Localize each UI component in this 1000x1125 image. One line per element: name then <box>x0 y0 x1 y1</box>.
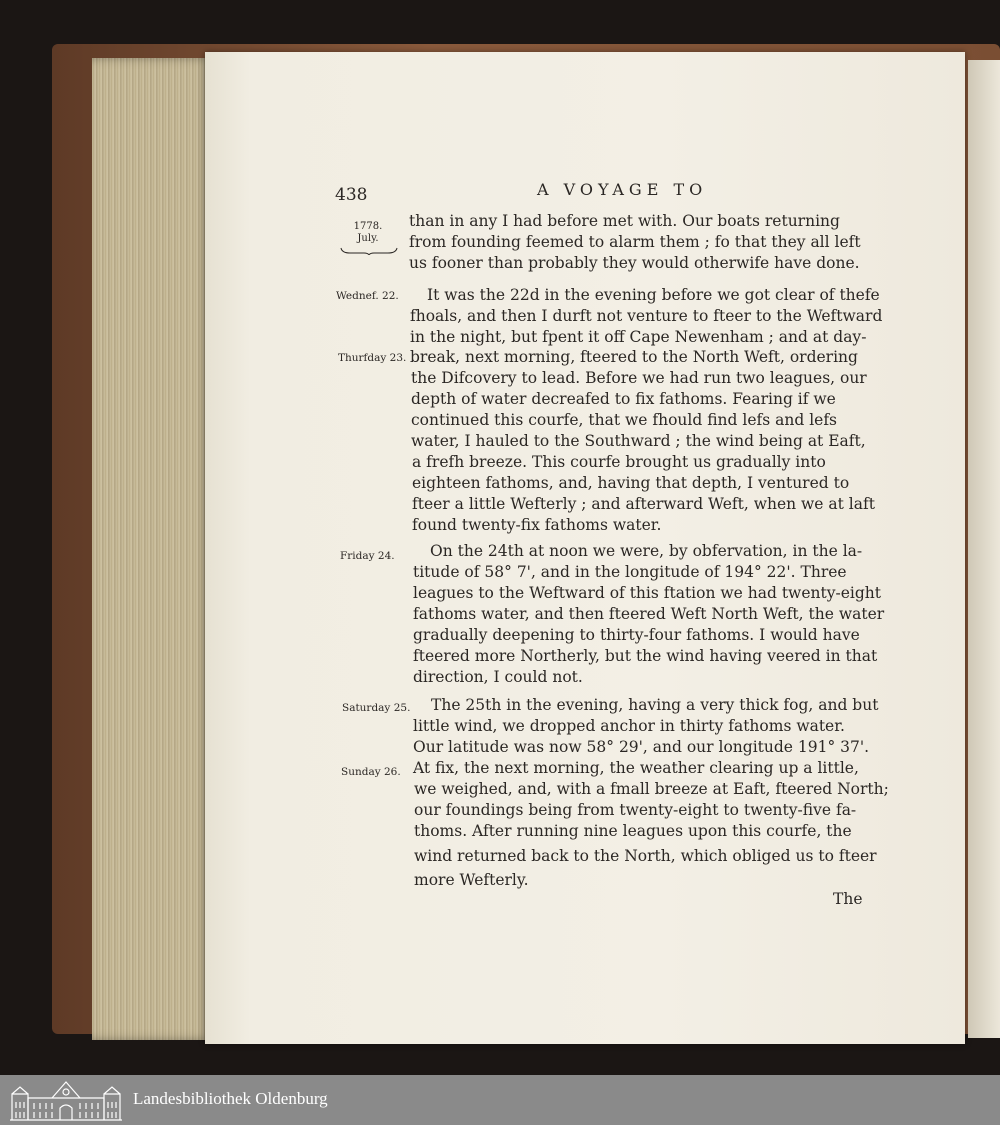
text-line: gradually deepening to thirty-four fathoms. I would have <box>413 626 860 644</box>
brace-icon <box>340 247 398 255</box>
margin-note: Wednef. 22. <box>336 290 399 302</box>
text-line: us fooner than probably they would otherwife have done. <box>409 254 860 272</box>
text-line: fteer a little Wefterly ; and afterward Weft, when we at laft <box>412 495 875 513</box>
text-line: break, next morning, fteered to the North Weft, ordering <box>410 348 858 366</box>
text-line: eighteen fathoms, and, having that depth, I ventured to <box>412 474 850 492</box>
page-edges <box>92 58 212 1040</box>
margin-note: Friday 24. <box>340 550 395 562</box>
text-line: water, I hauled to the Southward ; the wind being at Eaft, <box>411 432 866 450</box>
margin-year: 1778. <box>353 221 383 232</box>
running-head: A VOYAGE TO <box>537 180 708 199</box>
text-line: At fix, the next morning, the weather clearing up a little, <box>413 759 859 777</box>
text-line: fteered more Northerly, but the wind having veered in that <box>413 647 878 665</box>
library-name: Landesbibliothek Oldenburg <box>133 1089 328 1108</box>
text-line: than in any I had before met with. Our boats returning <box>409 212 840 230</box>
text-line: a frefh breeze. This courfe brought us gradually into <box>412 453 826 471</box>
margin-note: Saturday 25. <box>342 702 411 714</box>
facing-page-edge <box>968 60 1000 1038</box>
text-line: The 25th in the evening, having a very thick fog, and but <box>431 696 879 714</box>
margin-note: Thurfday 23. <box>338 352 407 364</box>
text-line: Our latitude was now 58° 29', and our longitude 191° 37'. <box>413 738 870 756</box>
text-line: our foundings being from twenty-eight to twenty-five fa- <box>414 801 857 819</box>
text-line: we weighed, and, with a fmall breeze at Eaft, fteered North; <box>414 780 889 798</box>
text-line: direction, I could not. <box>413 668 583 686</box>
text-line: fathoms water, and then fteered Weft North Weft, the water <box>413 605 885 623</box>
text-line: depth of water decreafed to fix fathoms. Fearing if we <box>411 390 836 408</box>
text-line: titude of 58° 7', and in the longitude of 194° 22'. Three <box>413 563 847 581</box>
text-line: from founding feemed to alarm them ; fo that they all left <box>409 233 861 251</box>
text-line: in the night, but fpent it off Cape Newenham ; and at day- <box>410 328 867 346</box>
text-line: leagues to the Weftward of this ftation we had twenty-eight <box>413 584 881 602</box>
page-number: 438 <box>335 185 368 205</box>
text-line: more Wefterly. <box>414 871 529 889</box>
margin-month: July. <box>357 233 379 244</box>
footer-bar <box>0 1075 1000 1125</box>
library-building-logo-icon <box>8 1078 124 1122</box>
text-line: It was the 22d in the evening before we got clear of thefe <box>427 286 880 304</box>
catchword: The <box>833 890 863 908</box>
margin-note: Sunday 26. <box>341 766 401 778</box>
margin-date <box>353 221 383 245</box>
text-line: little wind, we dropped anchor in thirty fathoms water. <box>413 717 845 735</box>
text-line: On the 24th at noon we were, by obfervation, in the la- <box>430 542 863 560</box>
text-line: continued this courfe, that we fhould find lefs and lefs <box>411 411 838 429</box>
text-line: thoms. After running nine leagues upon this courfe, the <box>414 822 852 840</box>
text-line: found twenty-fix fathoms water. <box>412 516 662 534</box>
text-line: the Difcovery to lead. Before we had run two leagues, our <box>411 369 867 387</box>
text-line: fhoals, and then I durft not venture to fteer to the Weftward <box>410 307 883 325</box>
text-line: wind returned back to the North, which obliged us to fteer <box>414 847 877 865</box>
